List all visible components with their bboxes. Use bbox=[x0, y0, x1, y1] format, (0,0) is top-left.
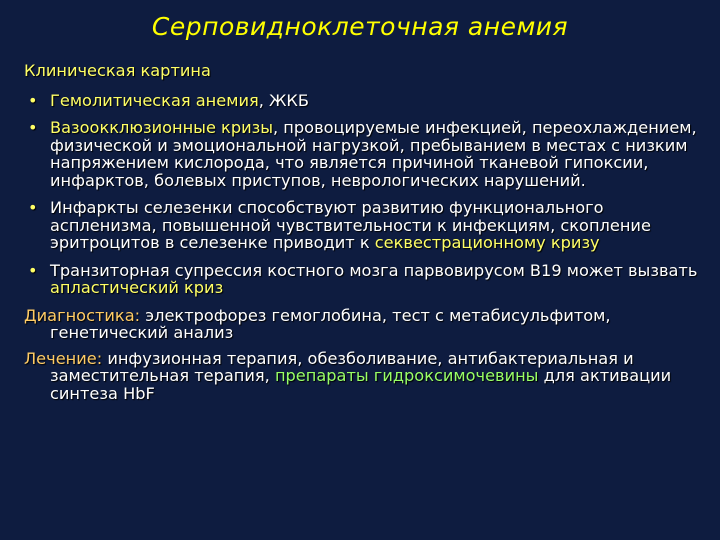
slide-body bbox=[24, 62, 704, 410]
bullet-item-hemolytic bbox=[24, 92, 704, 110]
bullet-highlight: апластический криз bbox=[50, 278, 224, 297]
bullet-item-spleen bbox=[24, 199, 704, 252]
bullet-text: Инфаркты селезенки способствуют развитию функционального аспленизма, повышенной чувствительности к инфекциям, скопление эритроцитов в селезенке приводит к bbox=[50, 198, 651, 252]
bullet-icon: • bbox=[28, 118, 38, 137]
treatment-highlight: препараты гидроксимочевины bbox=[274, 366, 539, 385]
diagnostics-section bbox=[24, 307, 704, 342]
treatment-label: Лечение: bbox=[24, 348, 103, 368]
diagnostics-text: электрофорез гемоглобина, тест с метабисульфитом, генетический анализ bbox=[50, 305, 611, 342]
bullet-icon: • bbox=[28, 260, 38, 280]
bullet-highlight: секвестрационному кризу bbox=[374, 233, 600, 252]
treatment-tail: для активации синтеза HbF bbox=[50, 366, 672, 403]
section-subtitle: Клиническая картина bbox=[24, 61, 211, 80]
bullet-icon: • bbox=[28, 90, 38, 110]
bullet-item-vasoocclusive bbox=[24, 119, 704, 189]
bullet-text: Транзиторная супрессия костного мозга парвовирусом В19 может вызвать bbox=[50, 260, 698, 280]
slide-title: Серповидноклеточная анемия bbox=[151, 12, 569, 41]
bullet-text: , провоцируемые инфекцией, переохлаждением, физической и эмоциональной нагрузкой, пребыванием в местах с низким напряжением кислорода, что является причиной тканевой гипоксии, инфарктов, болевых приступов, неврологических нарушений. bbox=[50, 118, 697, 190]
treatment-text: инфузионная терапия, обезболивание, антибактериальная и заместительная терапия, bbox=[50, 348, 634, 385]
diagnostics-label: Диагностика: bbox=[24, 305, 141, 325]
bullet-highlight: Вазоокклюзионные кризы bbox=[50, 118, 274, 137]
bullet-highlight: Гемолитическая анемия bbox=[50, 90, 259, 110]
bullet-icon: • bbox=[28, 198, 38, 217]
bullet-item-aplastic bbox=[24, 262, 704, 297]
treatment-section bbox=[24, 350, 704, 403]
bullet-text: , ЖКБ bbox=[258, 90, 310, 110]
